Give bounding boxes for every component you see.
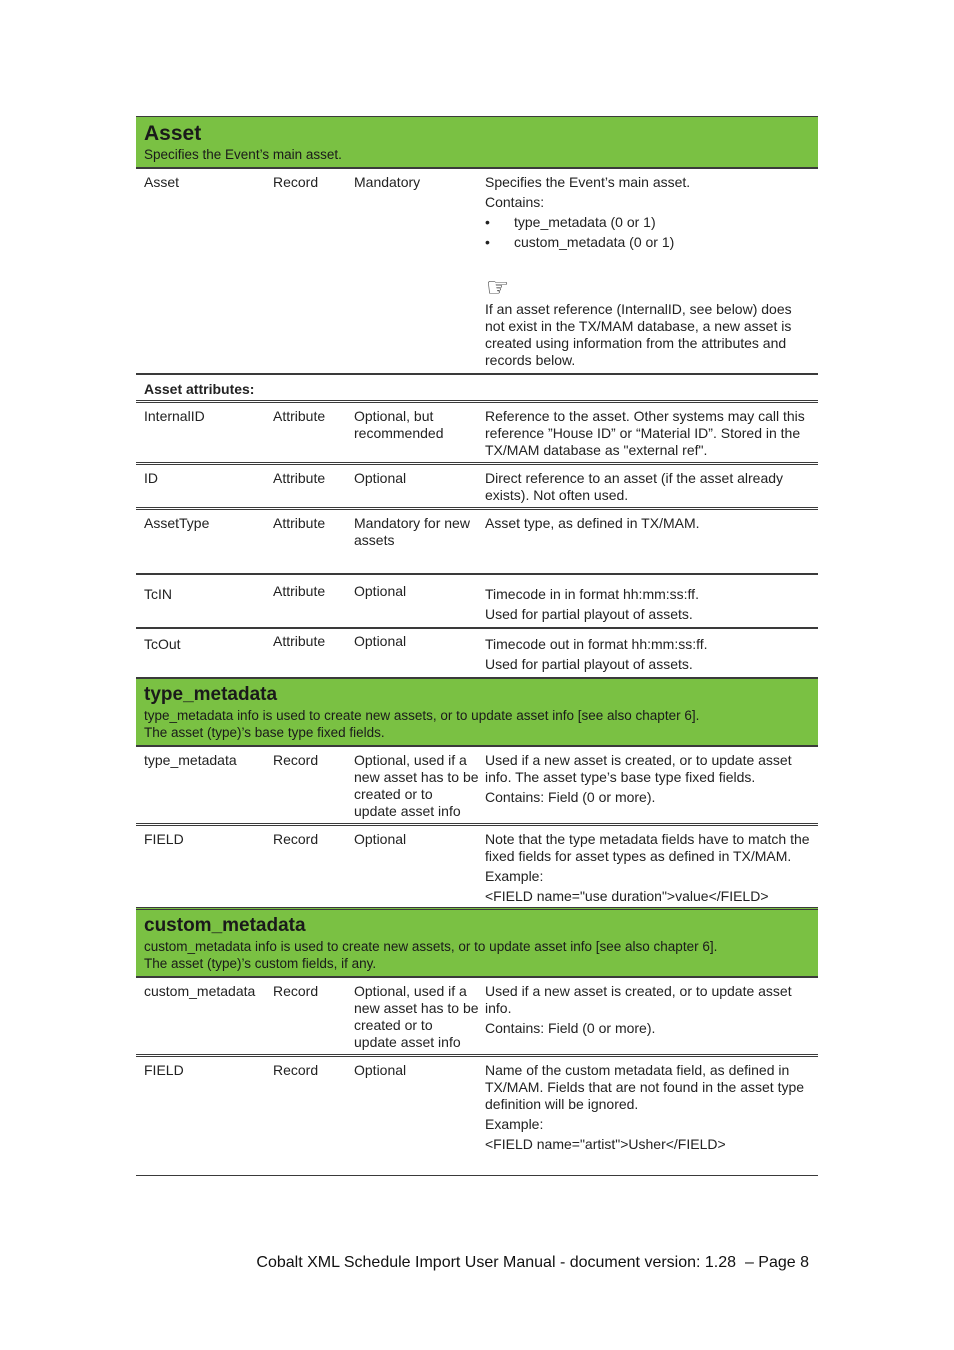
list-item: • type_metadata (0 or 1) [485, 214, 810, 231]
section-subtitle: The asset (type)’s base type fixed fields. [144, 725, 385, 740]
field-kind: Record [273, 983, 319, 999]
field-kind: Attribute [273, 583, 326, 599]
description-text: Contains: Field (0 or more). [485, 1020, 656, 1036]
description-text: Specifies the Event’s main asset. [485, 174, 691, 190]
description-text: Example: [485, 868, 544, 884]
table-row [136, 629, 818, 677]
pointing-hand-icon: ☞ [486, 272, 510, 302]
table-row [136, 403, 818, 465]
table-row [136, 510, 818, 575]
field-kind: Record [273, 1062, 319, 1078]
field-requirement: Optional [354, 470, 407, 486]
example-code: <FIELD name="artist">Usher</FIELD> [485, 1136, 726, 1152]
field-description [485, 583, 810, 623]
field-name: InternalID [144, 408, 205, 424]
field-requirement: Optional, used if a new asset has to be created or to update asset info [354, 752, 479, 819]
table-row-asset [136, 169, 818, 375]
table-row [136, 1057, 818, 1176]
field-kind: Record [273, 831, 319, 847]
field-name: TcOut [144, 636, 181, 652]
field-requirement: Optional [354, 831, 407, 847]
field-kind: Attribute [273, 408, 326, 424]
field-kind: Attribute [273, 470, 326, 486]
field-requirement: Optional [354, 1062, 407, 1078]
field-requirement: Optional [354, 633, 407, 649]
field-description [485, 633, 810, 673]
field-name: Asset [144, 174, 180, 190]
field-name: type_metadata [144, 752, 237, 768]
section-title: Asset [144, 122, 202, 145]
field-description [485, 1062, 810, 1153]
description-text: Contains: Field (0 or more). [485, 789, 656, 805]
description-text: Name of the custom metadata field, as defined in TX/MAM. Fields that are not found in the asset type definition will be ignored. [485, 1062, 805, 1112]
field-name: TcIN [144, 586, 172, 602]
example-code: <FIELD name="use duration">value</FIELD> [485, 888, 769, 904]
field-description: Asset type, as defined in TX/MAM. [485, 515, 700, 531]
description-text: Used for partial playout of assets. [485, 606, 693, 622]
section-title: type_metadata [144, 684, 278, 705]
field-name: AssetType [144, 515, 210, 531]
section-subtitle: type_metadata info is used to create new assets, or to update asset info [see also chapter 6]. [144, 708, 700, 723]
field-description [485, 752, 810, 820]
field-requirement: Optional, used if a new asset has to be created or to update asset info [354, 983, 479, 1050]
field-name: ID [144, 470, 158, 486]
contains-list [485, 214, 810, 251]
description-text: Used if a new asset is created, or to update asset info. [485, 983, 792, 1016]
section-title: custom_metadata [144, 915, 306, 936]
description-text: Timecode in in format hh:mm:ss:ff. [485, 586, 699, 602]
field-name: FIELD [144, 831, 184, 847]
section-subtitle: The asset (type)’s custom fields, if any. [144, 956, 377, 971]
field-description [485, 831, 810, 905]
field-kind: Record [273, 174, 319, 190]
section-subtitle: custom_metadata info is used to create new assets, or to update asset info [see also chapter 6]. [144, 939, 718, 954]
table-row [136, 826, 818, 907]
field-kind: Attribute [273, 515, 326, 531]
field-description: Reference to the asset. Other systems may call this reference ”House ID” or “Material ID”. Stored in the TX/MAM database as "external ref". [485, 408, 805, 458]
description-text: Timecode out in format hh:mm:ss:ff. [485, 636, 708, 652]
field-kind: Attribute [273, 633, 326, 649]
field-requirement: Optional, but recommended [354, 408, 444, 441]
spec-table [136, 116, 818, 1176]
field-description [485, 174, 810, 369]
section-header-type-metadata [136, 677, 818, 747]
page-footer: Cobalt XML Schedule Import User Manual - document version: 1.28 – Page 8 [256, 1254, 809, 1271]
note-text: If an asset reference (InternalID, see below) does not exist in the TX/MAM database, a new asset is created using information from the attributes and records below. [485, 301, 792, 368]
field-requirement: Mandatory [354, 174, 421, 190]
description-text: Note that the type metadata fields have to match the fixed fields for asset types as defined in TX/MAM. [485, 831, 810, 864]
field-requirement: Optional [354, 583, 407, 599]
description-text: Used for partial playout of assets. [485, 656, 693, 672]
description-text: Used if a new asset is created, or to update asset info. The asset type’s base type fixed fields. [485, 752, 792, 785]
list-item: • custom_metadata (0 or 1) [485, 234, 810, 251]
table-row [136, 747, 818, 826]
table-row [136, 575, 818, 629]
contains-label: Contains: [485, 194, 545, 210]
table-row [136, 465, 818, 510]
field-kind: Record [273, 752, 319, 768]
attributes-label: Asset attributes: [136, 375, 818, 403]
field-description [485, 983, 810, 1051]
section-header-custom-metadata [136, 907, 818, 978]
field-name: FIELD [144, 1062, 184, 1078]
section-header-asset [136, 116, 818, 169]
description-text: Example: [485, 1116, 544, 1132]
field-description: Direct reference to an asset (if the asset already exists). Not often used. [485, 470, 784, 503]
field-name: custom_metadata [144, 983, 256, 999]
table-row [136, 978, 818, 1057]
section-subtitle: Specifies the Event’s main asset. [144, 147, 342, 162]
field-requirement: Mandatory for new assets [354, 515, 470, 548]
